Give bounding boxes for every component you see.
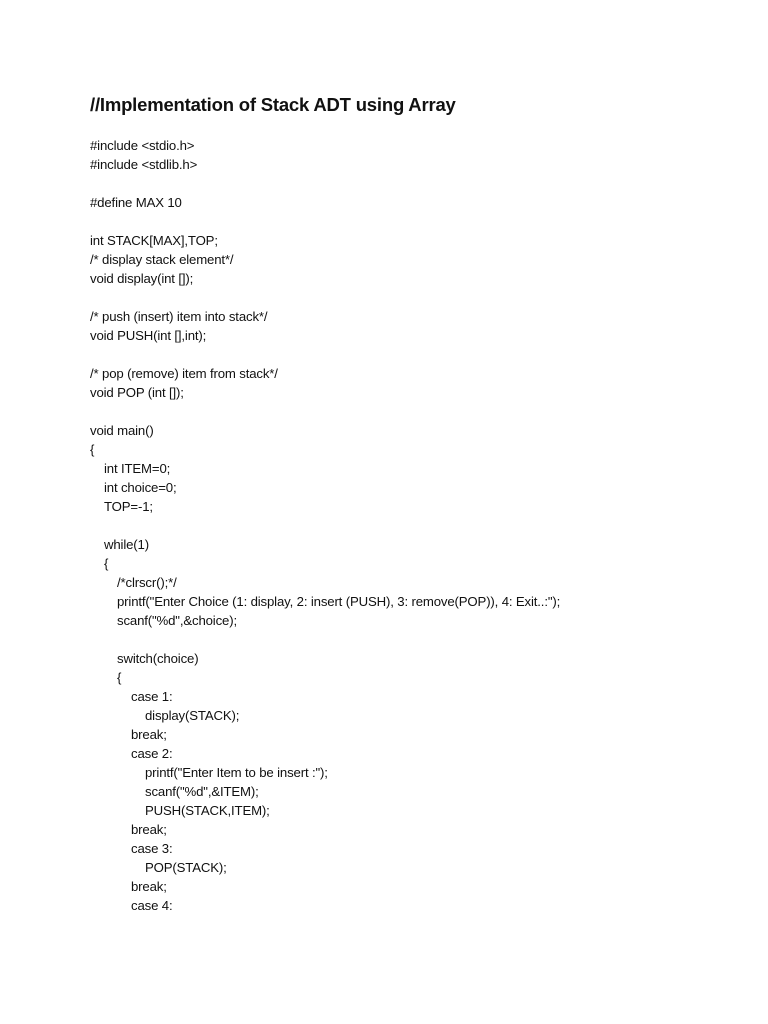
code-line: POP(STACK); (145, 860, 227, 875)
code-line: break; (131, 727, 167, 742)
blank-line (90, 212, 560, 231)
code-line: { (117, 670, 122, 685)
blank-line (90, 345, 560, 364)
code-line: /*clrscr();*/ (117, 575, 177, 590)
code-line: while(1) (104, 537, 149, 552)
code-line: printf("Enter Item to be insert :"); (145, 765, 328, 780)
code-line: void POP (int []); (90, 385, 184, 400)
code-line: void main() (90, 423, 154, 438)
code-line: void display(int []); (90, 271, 194, 286)
blank-line (90, 288, 560, 307)
code-block (90, 136, 560, 915)
code-line: case 1: (131, 689, 173, 704)
code-line: /* pop (remove) item from stack*/ (90, 366, 278, 381)
code-line: /* display stack element*/ (90, 252, 234, 267)
code-line: case 2: (131, 746, 173, 761)
blank-line (90, 174, 560, 193)
code-line: #define MAX 10 (90, 195, 182, 210)
code-line: scanf("%d",&choice); (117, 613, 237, 628)
code-line: case 4: (131, 898, 173, 913)
blank-line (90, 630, 560, 649)
code-line: TOP=-1; (104, 499, 153, 514)
document-title: //Implementation of Stack ADT using Array (90, 94, 456, 115)
code-line: #include <stdlib.h> (90, 157, 198, 172)
code-line: case 3: (131, 841, 173, 856)
code-line: #include <stdio.h> (90, 138, 195, 153)
code-line: break; (131, 822, 167, 837)
code-line: int choice=0; (104, 480, 177, 495)
code-line: PUSH(STACK,ITEM); (145, 803, 270, 818)
blank-line (90, 516, 560, 535)
code-line: printf("Enter Choice (1: display, 2: insert (PUSH), 3: remove(POP)), 4: Exit..:"); (117, 594, 561, 609)
code-line: scanf("%d",&ITEM); (145, 784, 259, 799)
blank-line (90, 402, 560, 421)
code-line: /* push (insert) item into stack*/ (90, 309, 268, 324)
code-line: display(STACK); (145, 708, 240, 723)
code-line: break; (131, 879, 167, 894)
code-line: int ITEM=0; (104, 461, 171, 476)
code-line: switch(choice) (117, 651, 199, 666)
code-line: void PUSH(int [],int); (90, 328, 207, 343)
code-line: { (104, 556, 109, 571)
code-line: int STACK[MAX],TOP; (90, 233, 218, 248)
code-line: { (90, 442, 95, 457)
